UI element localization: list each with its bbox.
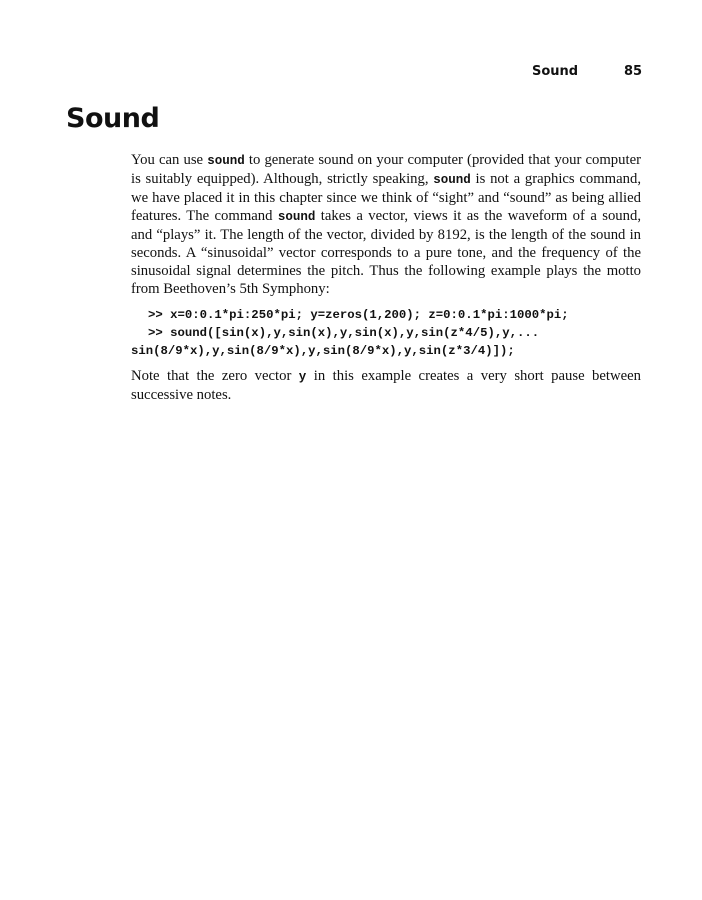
running-head-title: Sound [532, 64, 579, 79]
code-line-3: sin(8/9*x),y,sin(8/9*x),y,sin(8/9*x),y,sin(z*3/4)]); [131, 344, 515, 358]
inline-code-sound-2: sound [433, 173, 471, 187]
section-body [131, 151, 641, 404]
note-text-1: Note that the zero vector [131, 368, 299, 384]
inline-code-y: y [298, 370, 307, 384]
inline-code-sound-3: sound [277, 210, 316, 224]
intro-paragraph [131, 151, 641, 298]
intro-text-1: You can use [131, 152, 208, 168]
inline-code-sound-1: sound [207, 154, 245, 168]
note-text-2: in this example creates a very short pause between successive notes. [131, 368, 641, 403]
note-paragraph [131, 367, 641, 404]
page-number: 85 [624, 64, 643, 79]
code-line-2: >> sound([sin(x),y,sin(x),y,sin(x),y,sin(z*4/5),y,... [148, 326, 540, 340]
code-example [131, 306, 641, 360]
running-header [0, 64, 702, 80]
intro-text-4: takes a vector, views it as the waveform of a sound, and “plays” it. The length of the vector, divided by 8192, is the length of the sound in seconds. A “sinusoidal” vector corresponds to a pure tone, and the frequency of the sinusoidal signal determines the pitch. Thus the following example plays the motto from Beethoven’s 5th Symphony: [131, 208, 642, 297]
code-line-1: >> x=0:0.1*pi:250*pi; y=zeros(1,200); z=0:0.1*pi:1000*pi; [148, 308, 569, 322]
intro-text-3: is not a graphics command, we have placed it in this chapter since we think of “sight” and “sound” as being allied features. The command [131, 171, 641, 224]
intro-text-2: to generate sound on your computer (provided that your computer is suitably equipped). Although, strictly speaking, [131, 152, 641, 187]
section-title: Sound [66, 103, 160, 134]
